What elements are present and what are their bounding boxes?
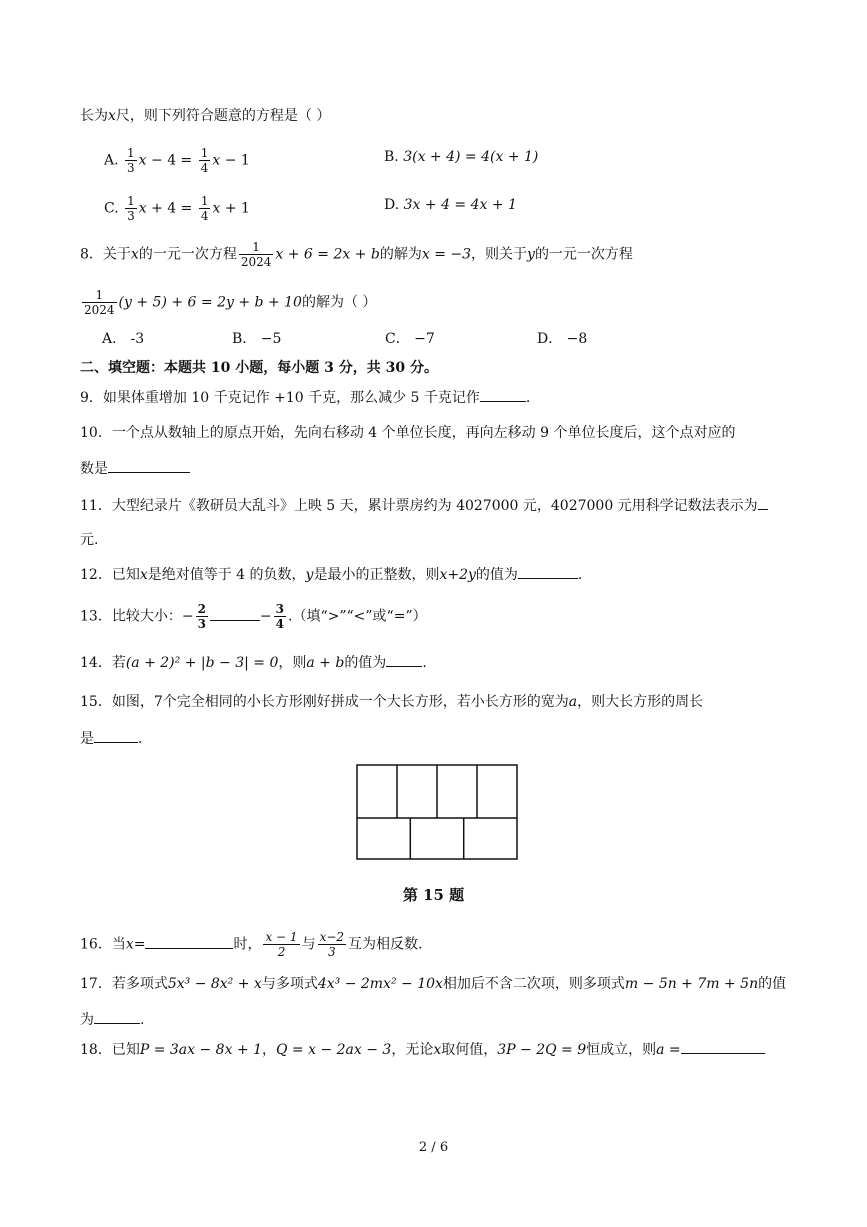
q17-poly1: 5x³ − 8x² + x	[167, 976, 262, 992]
answer-blank	[480, 387, 526, 402]
q8-eq2: (y + 5) + 6 = 2y + b + 10	[118, 294, 302, 311]
fraction: $\frac{1}{2024}$	[240, 240, 272, 269]
option-label: B.	[384, 149, 399, 165]
q18-p-expr: P = 3ax − 8x + 1	[139, 1042, 262, 1058]
q10	[80, 423, 735, 443]
q8-eq1: x + 6 = 2x + b	[275, 246, 380, 263]
q7-text: 长为	[80, 108, 108, 124]
fraction: $\frac{1}{4}$	[200, 194, 209, 223]
q12-text: 是最小的正整数，则	[313, 567, 440, 583]
q13-text: 比较大小：	[111, 608, 182, 625]
q17-line2	[80, 1009, 144, 1030]
q12-text: 的值为	[475, 567, 518, 583]
fraction: $\frac{3}{4}$	[275, 602, 285, 631]
q17-poly3: m − 5n + 7m + 5n	[624, 976, 759, 992]
answer-blank	[681, 1039, 765, 1054]
q8-option-c: C． −7	[385, 331, 435, 347]
answer-blank	[94, 1009, 140, 1024]
q13: 13．比较大小：− $\frac{2}{3}$ − $\frac{3}{4}$ .（填“>”“<”或“=”）	[80, 602, 427, 631]
q15-text: 是	[80, 731, 94, 747]
question-number: 18．	[80, 1042, 112, 1058]
punctuation: .	[577, 567, 583, 583]
q7-option-d	[384, 195, 517, 215]
q14-expr: (a + 2)² + |b − 3| = 0	[125, 655, 279, 671]
q16	[80, 930, 422, 959]
option-label: A.	[104, 152, 119, 169]
q8-text: 的一元一次方程	[138, 246, 237, 263]
q11-line2: 元.	[80, 532, 99, 548]
answer-blank	[758, 495, 768, 510]
q17-text: 为	[80, 1012, 94, 1028]
q16-var: x	[125, 936, 134, 953]
q14-text: 的值为	[344, 655, 387, 671]
page-number: 2 / 6	[418, 1140, 449, 1155]
q16-text: 互为相反数.	[348, 936, 423, 953]
q9	[80, 387, 530, 408]
answer-blank	[210, 606, 260, 621]
option-label: D.	[384, 197, 400, 213]
q16-eq: =	[133, 936, 146, 953]
q15-line2	[80, 728, 142, 749]
q16-text: 当	[111, 936, 126, 953]
question-number: 16．	[80, 936, 112, 953]
q8-text: 的解为	[379, 246, 422, 263]
q15-text: 如图，7个完全相同的小长方形刚好拼成一个大长方形，若小长方形的宽为	[111, 694, 569, 710]
q18-text: ，无论	[391, 1042, 434, 1058]
question-number: 9．	[80, 390, 103, 406]
q16-text: 时，	[233, 936, 262, 953]
fraction: $\frac{x - 1}{2}$	[265, 930, 298, 959]
q18-text: 已知	[111, 1042, 140, 1058]
punctuation: .	[525, 390, 531, 406]
q17-text: 的值	[758, 976, 787, 992]
answer-blank	[518, 564, 578, 579]
q7-stem	[80, 106, 330, 126]
q18-a: a =	[656, 1042, 681, 1058]
fraction: $\frac{1}{3}$	[127, 146, 135, 175]
punctuation: .	[140, 1012, 145, 1028]
q8-option-d: D． −8	[537, 331, 588, 347]
q13-text: .（填“>”“<”或“=”）	[288, 608, 427, 625]
question-number: 17．	[80, 976, 112, 992]
q18-var: x	[433, 1042, 442, 1058]
answer-blank	[94, 728, 138, 743]
option-expr: 3(x + 4) = 4(x + 1)	[403, 149, 539, 165]
q17-text: 相加后不含二次项，则多项式	[442, 976, 625, 992]
q7-var: x	[108, 108, 116, 124]
q17-text: 若多项式	[111, 976, 168, 992]
q15	[80, 692, 703, 712]
fraction: $\frac{2}{3}$	[197, 602, 206, 631]
q14	[80, 652, 427, 673]
q9-text: 如果体重增加 10 千克记作 +10 千克，那么减少 5 千克记作	[102, 390, 480, 406]
q11	[80, 495, 768, 516]
section-title: 二、填空题：本题共 10 小题，每小题 3 分，共 30 分。	[80, 360, 438, 376]
q8-text: 的解为（ ）	[301, 294, 377, 311]
q8-stem-line2	[80, 288, 376, 317]
q7-option-c: C. $\frac{1}{3}$ x + 4 = $\frac{1}{4}$ x + 1	[104, 194, 250, 223]
q12-text: 已知	[111, 567, 140, 583]
q8-text: ，则关于	[471, 246, 528, 263]
q18-text: 恒成立，则	[586, 1042, 657, 1058]
answer-blank	[386, 652, 422, 667]
q17	[80, 974, 786, 994]
q18	[80, 1039, 765, 1060]
figure-caption: 第 15 题	[402, 886, 465, 904]
question-number: 8．	[80, 246, 103, 263]
fraction: $\frac{1}{3}$	[127, 194, 135, 223]
q17-text: 与多项式	[261, 976, 318, 992]
q14-text: 若	[111, 655, 126, 671]
q8-stem: 8．关于x的一元一次方程 $\frac{1}{2024}$ x + 6 = 2x + b的解为x = −3，则关于y的一元一次方程	[80, 240, 633, 269]
punctuation: .	[422, 655, 427, 671]
question-number: 13．	[80, 608, 112, 625]
punctuation: .	[138, 731, 143, 747]
q12: 12．已知x是绝对值等于 4 的负数，y是最小的正整数，则x+2y的值为 .	[80, 564, 582, 585]
q18-eq: 3P − 2Q = 9	[497, 1042, 587, 1058]
q14-text: ，则	[278, 655, 307, 671]
q10-text: 一个点从数轴上的原点开始，先向右移动 4 个单位长度，再向左移动 9 个单位长度后，这个点对应的	[111, 425, 736, 441]
q16-text: 与	[301, 936, 316, 953]
q8-text: 关于	[102, 246, 131, 263]
q15-var: a	[568, 694, 578, 710]
q12-expr: x+2y	[439, 567, 476, 583]
q15-rectangle-figure	[356, 764, 520, 862]
answer-blank	[145, 934, 233, 949]
question-number: 14．	[80, 655, 112, 671]
q8-solution: x = −3	[421, 246, 472, 263]
q8-option-b: B． −5	[232, 331, 282, 347]
fraction: $\frac{x-2}{3}$	[319, 930, 345, 959]
answer-blank	[108, 458, 190, 473]
q7-option-b	[384, 147, 538, 167]
q18-text: 取何值，	[441, 1042, 498, 1058]
q11-text: 大型纪录片《教研员大乱斗》上映 5 天，累计票房约为 4027000 元，4027000 元用科学记数法表示为	[111, 498, 758, 514]
q18-q-expr: Q = x − 2ax − 3	[276, 1042, 392, 1058]
option-expr: 3x + 4 = 4x + 1	[403, 197, 517, 213]
fraction: $\frac{1}{2024}$	[84, 288, 115, 317]
q8-option-a: A． -3	[102, 331, 145, 347]
q7-text-rest: 尺，则下列符合题意的方程是（ ）	[115, 108, 331, 124]
punctuation: ，	[262, 1042, 276, 1058]
fraction: $\frac{1}{4}$	[200, 146, 209, 175]
question-number: 11．	[80, 498, 112, 514]
q17-poly2: 4x³ − 2mx² − 10x	[317, 976, 443, 992]
question-number: 10．	[80, 425, 112, 441]
q8-text: 的一元一次方程	[534, 246, 633, 263]
q10-text: 数是	[80, 461, 108, 477]
question-number: 15．	[80, 694, 112, 710]
q10-line2	[80, 458, 190, 479]
option-label: C.	[104, 200, 119, 217]
q15-text: ，则大长方形的周长	[577, 694, 704, 710]
q14-expr2: a + b	[306, 655, 345, 671]
q12-text: 是绝对值等于 4 的负数，	[147, 567, 306, 583]
question-number: 12．	[80, 567, 112, 583]
q7-option-a: A. $\frac{1}{3}$ x − 4 = $\frac{1}{4}$ x − 1	[104, 146, 250, 175]
